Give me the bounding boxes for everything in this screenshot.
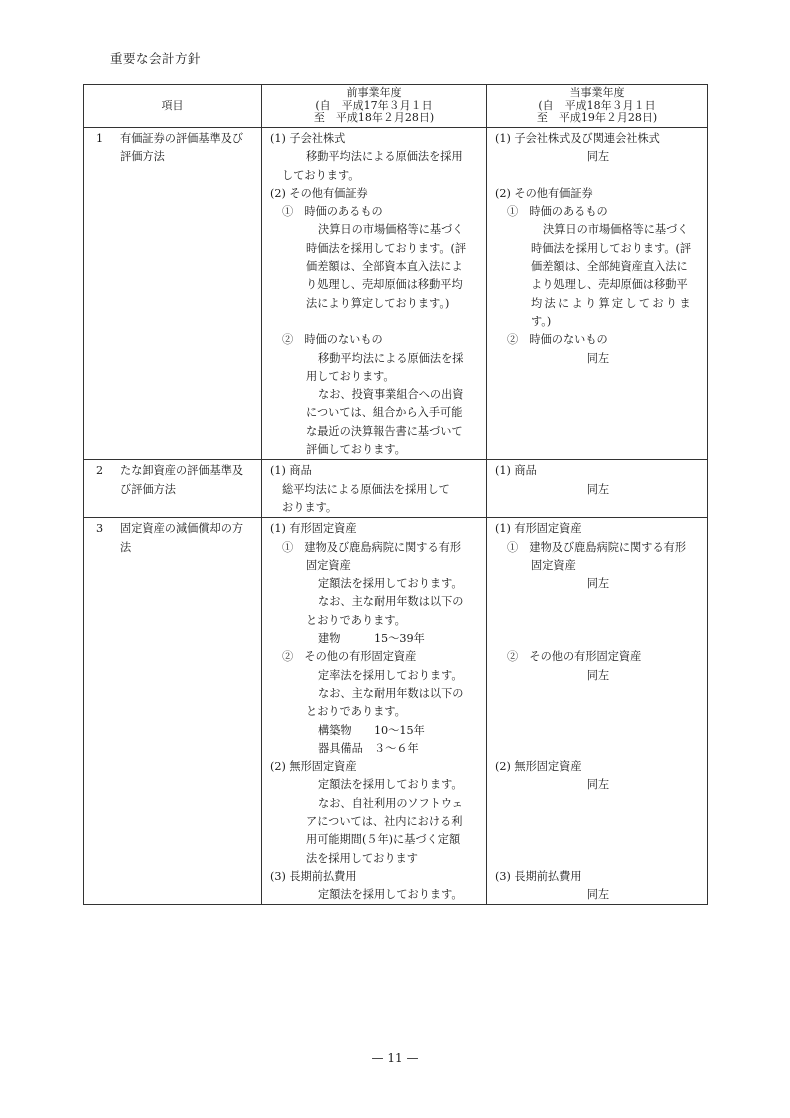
policy-text-line: なお、自社利用のソフトウェ	[318, 796, 463, 810]
policy-text-line: については、組合から入手可能	[306, 406, 463, 420]
item-cell	[84, 518, 262, 905]
item-number: 2	[96, 464, 104, 478]
policy-text-line: 価差額は、全部資本直入法によ	[306, 260, 463, 274]
policy-text-line: おります。	[282, 500, 338, 514]
policy-text-line: (3) 長期前払費用	[270, 869, 357, 883]
page-number: — 11 —	[371, 1051, 419, 1065]
header-prev-from: (自 平成17年３月１日	[315, 98, 433, 112]
policy-text-line: なお、主な耐用年数は以下の	[318, 686, 464, 700]
item-cell	[84, 128, 262, 460]
policy-text-line: (2) 無形固定資産	[495, 760, 582, 774]
accounting-policy-table	[83, 84, 708, 905]
item-label-line: たな卸資産の評価基準及	[120, 464, 244, 478]
blank-line	[495, 167, 701, 185]
header-curr-to: 至 平成19年２月28日)	[536, 111, 658, 125]
policy-text-line: ① 時価のあるもの	[282, 205, 383, 219]
policy-text-line: ② 時価のないもの	[507, 333, 608, 347]
blank-line	[495, 813, 701, 831]
policy-text-line: 同左	[586, 577, 610, 591]
table-row	[84, 460, 708, 518]
policy-text-line: 構築物 10～15年	[318, 723, 425, 737]
policy-text-line: 固定資産	[531, 558, 576, 572]
blank-line	[495, 831, 701, 849]
item-number: 1	[96, 132, 104, 145]
table-row	[84, 518, 708, 905]
policy-text-line: す。)	[531, 314, 552, 328]
policy-text-line: (1) 有形固定資産	[495, 522, 582, 536]
policy-text-line: 決算日の市場価格等に基づく	[543, 223, 689, 237]
current-year-cell	[487, 460, 708, 518]
item-label-line: 固定資産の減価償却の方	[120, 522, 244, 536]
policy-text-line: ① 時価のあるもの	[507, 205, 608, 219]
policy-text-line: な最近の決算報告書に基づいて	[306, 424, 463, 438]
policy-text-line: アについては、社内における利	[306, 814, 463, 828]
policy-text-line: 総平均法による原価法を採用して	[282, 482, 450, 496]
policy-text-line: 価差額は、全部純資産直入法に	[531, 260, 688, 274]
policy-text-line: 用可能期間(５年)に基づく定額	[306, 833, 461, 847]
policy-text-line: 建物 15～39年	[318, 632, 425, 646]
table-row	[84, 128, 708, 460]
blank-line	[495, 703, 701, 721]
policy-text-line: 定率法を採用しております。	[318, 668, 463, 682]
header-previous-year	[262, 85, 487, 128]
policy-text-line: なお、投資事業組合への出資	[318, 388, 464, 402]
policy-text-line: (1) 有形固定資産	[270, 522, 357, 536]
policy-text-line: 法により算定しております。)	[306, 296, 450, 310]
blank-line	[495, 795, 701, 813]
policy-text-line: 器具備品 ３～６年	[318, 741, 419, 755]
blank-line	[495, 685, 701, 703]
blank-line	[495, 740, 701, 758]
header-prev-label: 前事業年度	[346, 86, 402, 100]
header-prev-to: 至 平成18年２月28日)	[313, 111, 435, 125]
item-label-line: 評価方法	[120, 150, 165, 164]
header-current-year	[487, 85, 708, 128]
policy-text-line: 決算日の市場価格等に基づく	[318, 223, 464, 237]
blank-line	[495, 850, 701, 868]
policy-text-line: 定額法を採用しております。	[318, 577, 463, 591]
policy-text-line: 同左	[586, 482, 610, 496]
header-curr-label: 当事業年度	[569, 86, 625, 100]
policy-text-line: 同左	[586, 150, 610, 164]
policy-text-line: 同左	[586, 668, 610, 682]
policy-text-line: ① 建物及び鹿島病院に関する有形	[282, 540, 462, 554]
policy-text-line: 移動平均法による原価法を採用	[306, 150, 463, 164]
policy-text-line: 同左	[586, 888, 610, 902]
policy-text-line: 用しております。	[306, 369, 395, 383]
policy-text-line: (1) 商品	[495, 464, 537, 478]
item-label-line: び評価方法	[120, 482, 176, 496]
current-year-cell	[487, 128, 708, 460]
policy-text-line: ② 時価のないもの	[282, 333, 383, 347]
policy-text-line: 評価しております。	[306, 443, 406, 457]
blank-line	[495, 722, 701, 740]
header-item-label: 項目	[161, 98, 184, 112]
policy-text-line: しております。	[282, 168, 360, 182]
policy-text-line: ② その他の有形固定資産	[282, 650, 417, 664]
previous-year-cell	[262, 460, 487, 518]
policy-text-line: (2) 無形固定資産	[270, 760, 357, 774]
policy-text-line: (1) 子会社株式及び関連会社株式	[495, 132, 660, 145]
policy-text-line: とおりであります。	[306, 705, 406, 719]
policy-text-line: より処理し、売却原価は移動平	[531, 278, 688, 292]
policy-text-line: 定額法を採用しております。	[318, 888, 463, 902]
policy-text-line: 固定資産	[306, 558, 351, 572]
policy-text-line: ① 建物及び鹿島病院に関する有形	[507, 540, 687, 554]
policy-text-line: とおりであります。	[306, 613, 406, 627]
table-header-row	[84, 85, 708, 128]
policy-text-line: (3) 長期前払費用	[495, 869, 582, 883]
current-year-cell	[487, 518, 708, 905]
policy-text-line: 均法により算定しておりま	[531, 296, 693, 310]
blank-line	[495, 593, 701, 611]
policy-text-line: (2) その他有価証券	[495, 186, 593, 200]
policy-text-line: 同左	[586, 351, 610, 365]
item-cell	[84, 460, 262, 518]
item-number: 3	[96, 522, 104, 536]
policy-text-line: (1) 子会社株式	[270, 132, 346, 145]
previous-year-cell	[262, 128, 487, 460]
policy-text-line: (2) その他有価証券	[270, 186, 368, 200]
policy-text-line: り処理し、売却原価は移動平均	[306, 278, 463, 292]
blank-line	[495, 612, 701, 630]
header-item	[84, 85, 262, 128]
policy-text-line: 同左	[586, 778, 610, 792]
policy-text-line: (1) 商品	[270, 464, 312, 478]
policy-text-line: 時価法を採用しております。(評	[531, 241, 692, 255]
header-curr-from: (自 平成18年３月１日	[538, 98, 656, 112]
blank-line	[270, 313, 480, 331]
policy-text-line: なお、主な耐用年数は以下の	[318, 595, 464, 609]
blank-line	[495, 630, 701, 648]
previous-year-cell	[262, 518, 487, 905]
policy-text-line: 時価法を採用しております。(評	[306, 241, 467, 255]
policy-text-line: 移動平均法による原価法を採	[318, 351, 464, 365]
item-label-line: 法	[120, 540, 132, 554]
item-label-line: 有価証券の評価基準及び	[120, 132, 244, 145]
policy-text-line: ② その他の有形固定資産	[507, 650, 642, 664]
policy-text-line: 法を採用しております	[306, 851, 418, 865]
page-title: 重要な会計方針	[110, 51, 202, 66]
policy-text-line: 定額法を採用しております。	[318, 778, 463, 792]
